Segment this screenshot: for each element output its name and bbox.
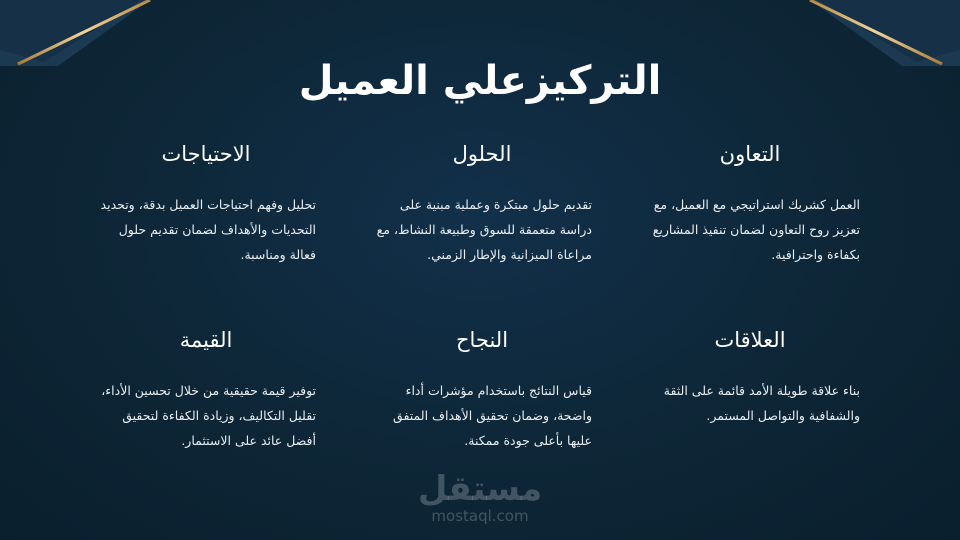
watermark-latin: mostaql.com [431, 507, 529, 525]
card-text: العمل كشريك استراتيجي مع العميل، مع تعزيز روح التعاون لضمان تنفيذ المشاريع بكفاءة واحترافية. [652, 197, 860, 262]
card-text: قياس النتائج باستخدام مؤشرات أداء واضحة، وضمان تحقيق الأهداف المتفق عليها بأعلى جودة ممكنة. [393, 383, 592, 448]
card-text: بناء علاقة طويلة الأمد قائمة على الثقة والشفافية والتواصل المستمر. [663, 383, 860, 423]
page-title: التركيزعلي العميل [298, 58, 662, 104]
watermark-arabic: مستقل [417, 469, 543, 509]
card-heading: النجاح [455, 328, 509, 352]
card-text: تقديم حلول مبتكرة وعملية مبنية على دراسة متعمقة للسوق وطبيعة النشاط، مع مراعاة الميزانية والإطار الزمني. [376, 197, 592, 262]
card-heading: الاحتياجات [161, 142, 251, 166]
card-solutions [372, 142, 592, 267]
card-success [372, 328, 592, 453]
card-text: توفير قيمة حقيقية من خلال تحسين الأداء، تقليل التكاليف، وزيادة الكفاءة لتحقيق أفضل عائد على الاستثمار. [101, 383, 316, 448]
card-collaboration [640, 142, 860, 267]
card-text: تحليل وفهم احتياجات العميل بدقة، وتحديد التحديات والأهداف لضمان تقديم حلول فعالة ومناسبة. [100, 197, 316, 262]
card-relationships [640, 328, 860, 428]
card-heading: الحلول [452, 142, 512, 166]
card-heading: التعاون [719, 142, 781, 166]
card-heading: القيمة [179, 328, 233, 352]
card-value [96, 328, 316, 453]
card-heading: العلاقات [714, 328, 786, 352]
mostaql-watermark [400, 470, 560, 524]
card-needs [96, 142, 316, 267]
